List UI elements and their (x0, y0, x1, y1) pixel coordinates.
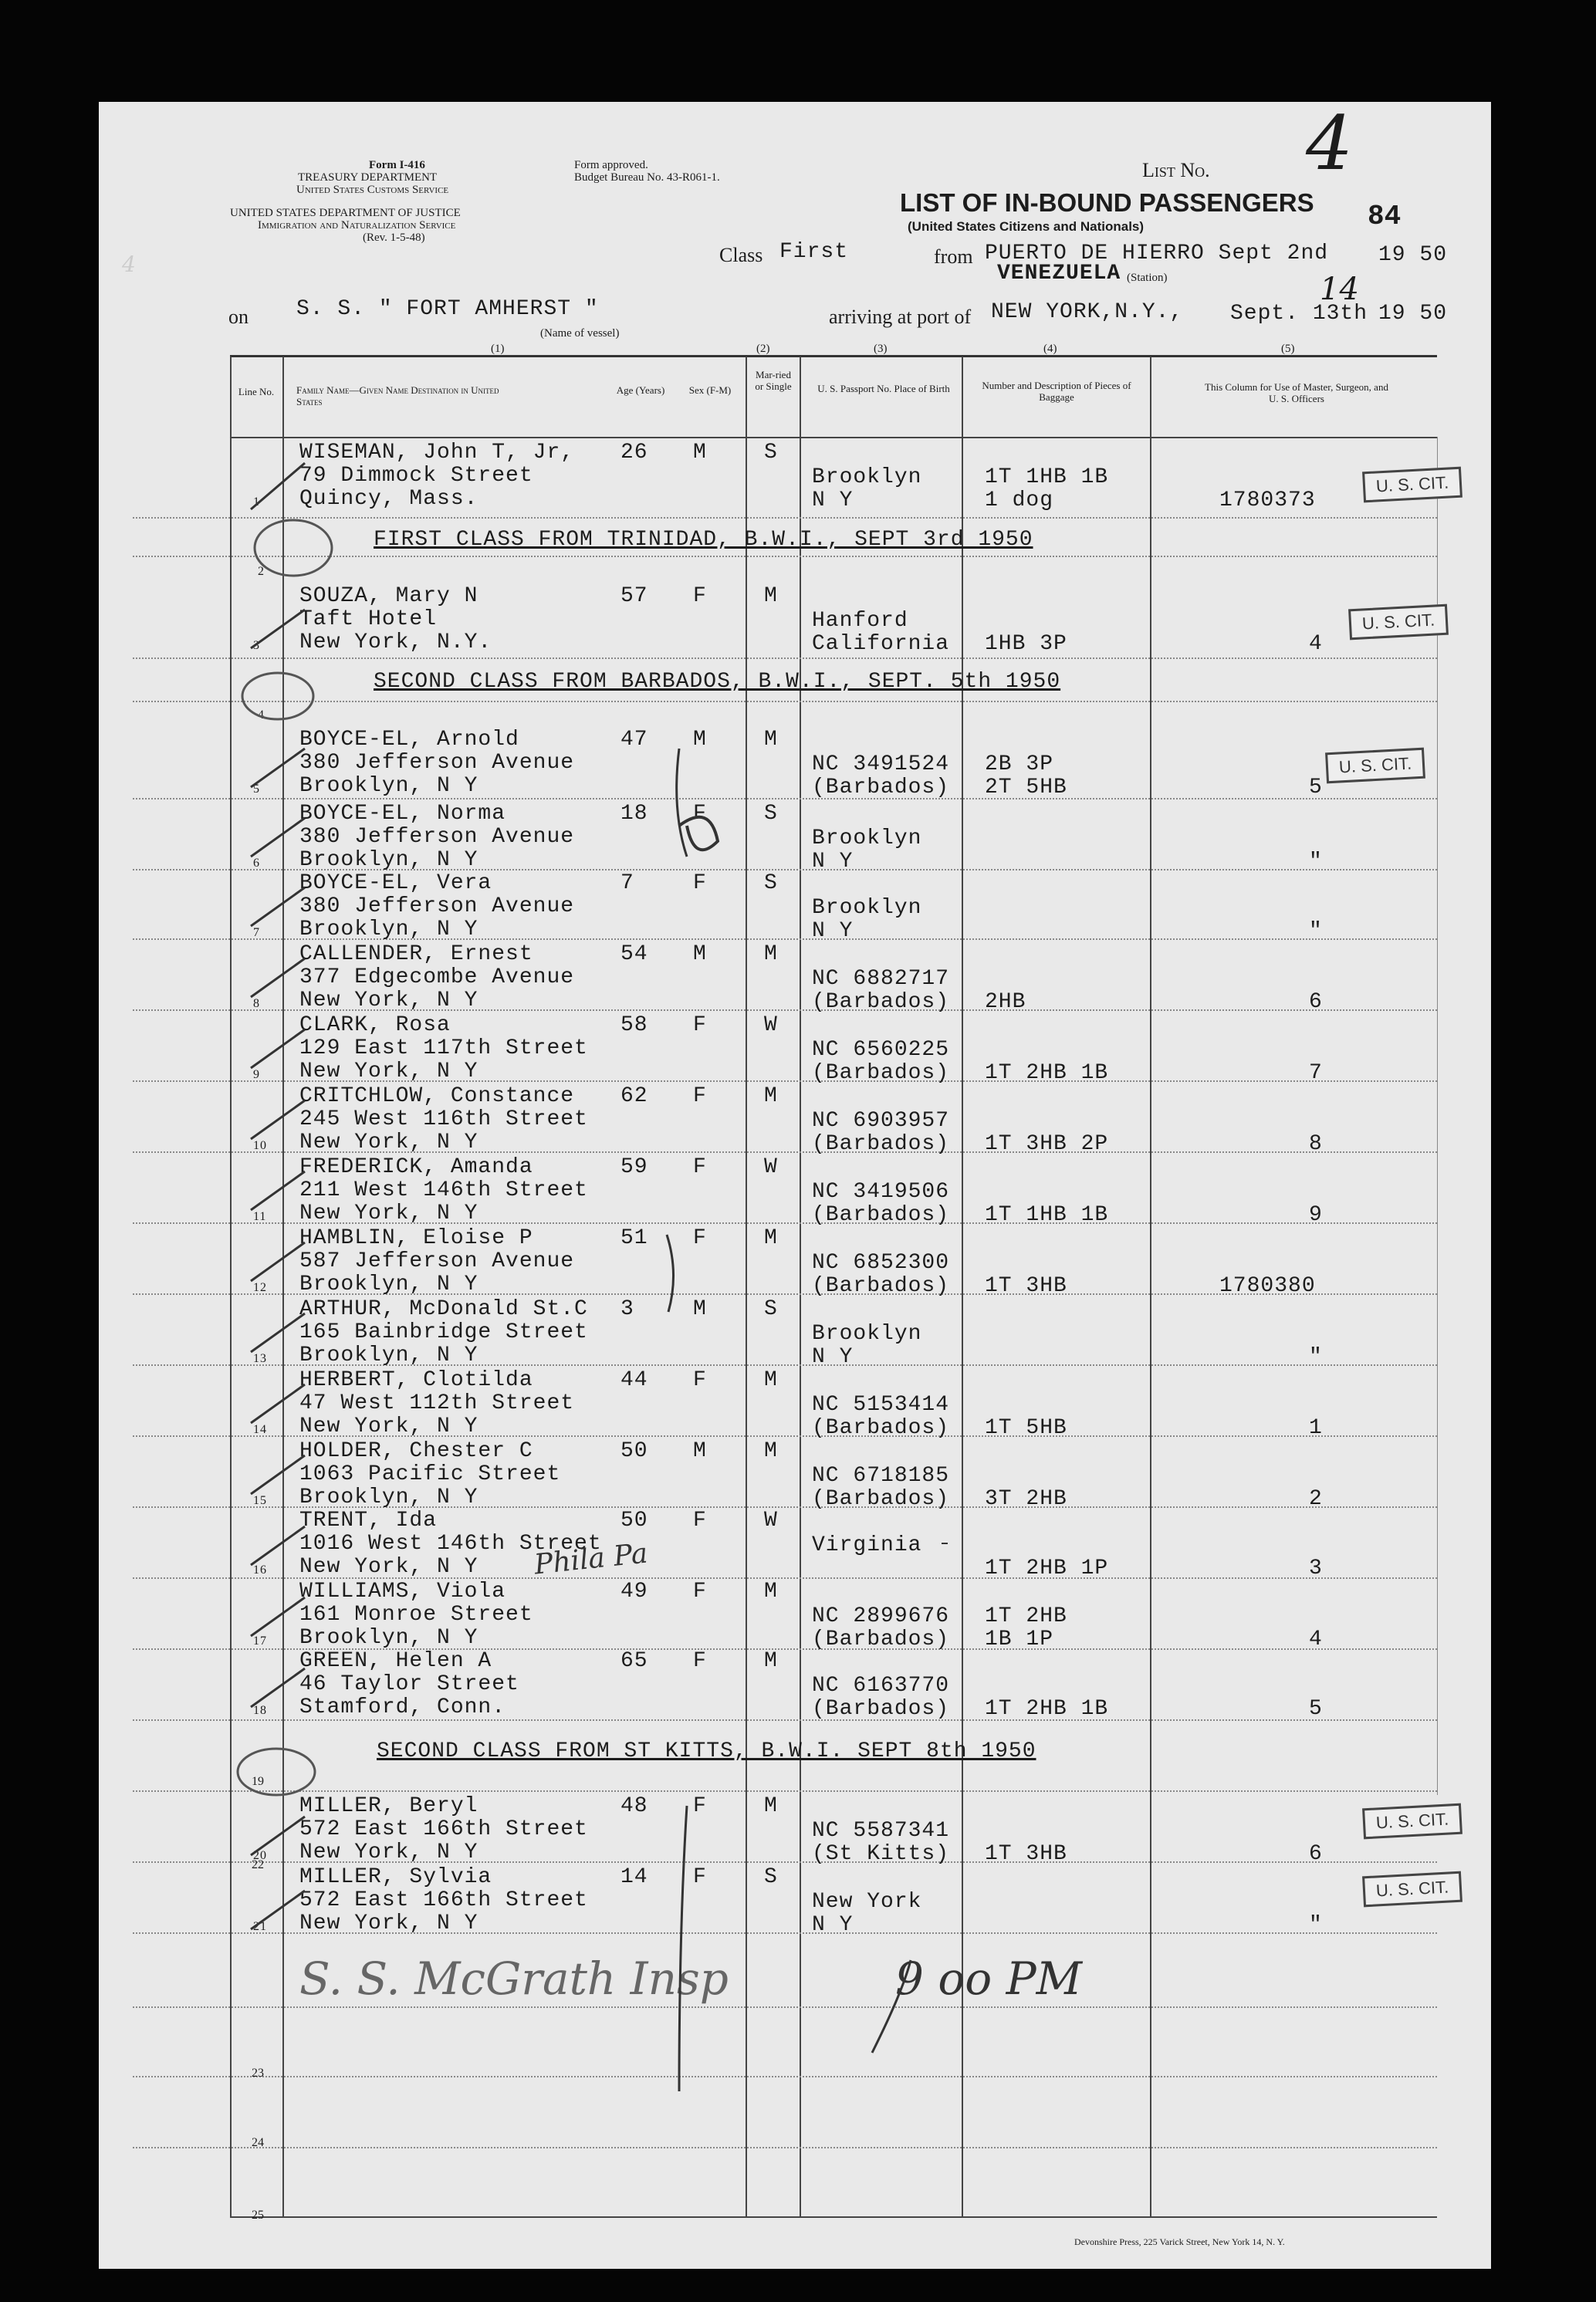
ins-service: Immigration and Naturalization Service (258, 219, 456, 232)
baggage-line2: 1T 2HB 1P (985, 1557, 1109, 1580)
passenger-sex: F (693, 1580, 707, 1604)
passenger-sex: F (693, 1794, 707, 1818)
line-number: 7 (253, 926, 260, 939)
passenger-sex: F (693, 1509, 707, 1533)
passenger-address: 165 Bainbridge Street (299, 1320, 588, 1344)
passport-place: N Y (812, 1913, 854, 1937)
baggage-line2: 1 dog (985, 488, 1054, 512)
row-separator (133, 2076, 1437, 2077)
col-num-2: (2) (756, 343, 770, 355)
officer-column: " (1309, 919, 1323, 943)
passenger-city: Brooklyn, N Y (299, 918, 478, 941)
passenger-city: Brooklyn, N Y (299, 1486, 478, 1509)
passenger-age: 57 (620, 584, 648, 608)
form-number: Form I-416 (369, 159, 425, 171)
col-divider (282, 357, 284, 2216)
officer-column: 8 (1309, 1132, 1323, 1156)
col-divider (746, 357, 747, 2216)
passenger-city: New York, N Y (299, 1555, 478, 1579)
passenger-city: New York, N.Y. (299, 630, 492, 654)
passenger-sex: M (693, 728, 707, 752)
passport-place: N Y (812, 919, 854, 943)
baggage-line2: 1T 3HB 2P (985, 1132, 1109, 1156)
passenger-marital: S (764, 1865, 778, 1889)
list-no-label: List No. (1142, 159, 1210, 181)
section-header-trinidad: FIRST CLASS FROM TRINIDAD, B.W.I., SEPT 3rd 1950 (374, 528, 1033, 552)
officer-column: 1780380 (1219, 1274, 1316, 1298)
passport-or-birthplace: Brooklyn (812, 826, 922, 850)
page-number: 84 (1368, 201, 1402, 232)
passenger-marital: M (764, 942, 778, 966)
passenger-name: CRITCHLOW, Constance (299, 1084, 575, 1108)
table-bottom-border (230, 2216, 1437, 2218)
passenger-city: Stamford, Conn. (299, 1695, 506, 1719)
row-separator (133, 1719, 1437, 1721)
passport-place: N Y (812, 1345, 854, 1369)
officer-column: 2 (1309, 1487, 1323, 1511)
passenger-marital: M (764, 584, 778, 608)
passport-place: (St Kitts) (812, 1842, 950, 1866)
passenger-marital: M (764, 1580, 778, 1604)
passenger-address: 46 Taylor Street (299, 1672, 519, 1696)
passenger-age: 26 (620, 441, 648, 465)
officer-column: 7 (1309, 1061, 1323, 1085)
us-citizen-stamp: U. S. CIT. (1325, 748, 1425, 784)
line-number: 18 (253, 1704, 267, 1717)
passenger-marital: W (764, 1013, 778, 1037)
passenger-sex: F (693, 871, 707, 895)
passenger-city: Brooklyn, N Y (299, 1273, 478, 1296)
passenger-age: 47 (620, 728, 648, 752)
from-label: from (934, 245, 973, 268)
line-number: 5 (253, 783, 260, 796)
line-number: 1 (253, 495, 260, 509)
passenger-marital: W (764, 1509, 778, 1533)
line-number: 11 (253, 1210, 267, 1223)
officer-column: 4 (1309, 632, 1323, 656)
passenger-name: BOYCE-EL, Norma (299, 802, 506, 826)
passenger-city: New York, N Y (299, 1202, 478, 1225)
officer-column: " (1309, 1913, 1323, 1937)
passenger-name: CLARK, Rosa (299, 1013, 451, 1037)
officer-column: 6 (1309, 990, 1323, 1014)
row-separator (133, 657, 1437, 659)
col-num-3: (3) (874, 343, 888, 355)
line-number: 20 (253, 1849, 267, 1862)
passenger-name: WILLIAMS, Viola (299, 1580, 506, 1604)
officer-column: " (1309, 1345, 1323, 1369)
list-no-value: 4 (1306, 100, 1354, 187)
passenger-name: MILLER, Beryl (299, 1794, 478, 1818)
arriving-port: NEW YORK,N.Y., (991, 300, 1184, 324)
table-top-border (230, 355, 1437, 357)
col-divider (1150, 357, 1151, 2216)
col-num-5: (5) (1281, 343, 1295, 355)
passport-place: (Barbados) (812, 1203, 950, 1227)
line-number: 6 (253, 857, 260, 870)
line-number: 13 (253, 1352, 267, 1365)
baggage-line2: 2T 5HB (985, 776, 1067, 799)
passenger-city: Brooklyn, N Y (299, 1626, 478, 1650)
passenger-age: 3 (620, 1297, 634, 1321)
baggage-line2: 3T 2HB (985, 1487, 1067, 1511)
baggage-line2: 1T 2HB 1B (985, 1697, 1109, 1721)
passport-or-birthplace: NC 2899676 (812, 1604, 950, 1628)
passenger-sex: F (693, 584, 707, 608)
baggage-line1: 1T 2HB (985, 1604, 1067, 1628)
passenger-sex: F (693, 1865, 707, 1889)
line-number: 4 (258, 708, 264, 722)
margin-mark: 4 (122, 252, 136, 277)
line-number: 15 (253, 1494, 267, 1507)
passenger-city: Quincy, Mass. (299, 487, 478, 511)
passport-or-birthplace: NC 6882717 (812, 967, 950, 991)
passenger-sex: M (693, 1297, 707, 1321)
passenger-age: 7 (620, 871, 634, 895)
officer-column: 3 (1309, 1557, 1323, 1580)
col-header-married: Mar-ried or Single (755, 369, 792, 392)
baggage-line2: 1T 1HB 1B (985, 1203, 1109, 1227)
col-header-sex: Sex (F-M) (688, 384, 732, 396)
passenger-sex: F (693, 1368, 707, 1392)
passenger-sex: M (693, 1439, 707, 1463)
line-number: 3 (253, 639, 260, 652)
passenger-sex: F (693, 1013, 707, 1037)
passenger-sex: F (693, 1649, 707, 1673)
passport-place: (Barbados) (812, 1061, 950, 1085)
baggage-line2: 1B 1P (985, 1628, 1054, 1651)
officer-column: 5 (1309, 1697, 1323, 1721)
passenger-marital: M (764, 1794, 778, 1818)
customs-service: United States Customs Service (296, 184, 449, 196)
arriving-date: Sept. 13th (1230, 302, 1368, 326)
passport-or-birthplace: New York (812, 1890, 922, 1914)
baggage-line2: 2HB (985, 990, 1026, 1014)
baggage-line2: 1T 5HB (985, 1416, 1067, 1440)
officer-column: 1780373 (1219, 488, 1316, 512)
passenger-age: 59 (620, 1155, 648, 1179)
passenger-marital: M (764, 1439, 778, 1463)
passport-or-birthplace: NC 6163770 (812, 1674, 950, 1698)
from-port: PUERTO DE HIERRO Sept 2nd (985, 242, 1329, 265)
passenger-age: 65 (620, 1649, 648, 1673)
passenger-sex: F (693, 1084, 707, 1108)
passenger-sex: F (693, 1155, 707, 1179)
passenger-name: HERBERT, Clotilda (299, 1368, 533, 1392)
line-number: 8 (253, 997, 260, 1010)
officer-column: 6 (1309, 1842, 1323, 1866)
passenger-city: New York, N Y (299, 1060, 478, 1083)
passenger-age: 51 (620, 1226, 648, 1250)
passenger-sex: M (693, 942, 707, 966)
page-subtitle: (United States Citizens and Nationals) (908, 219, 1145, 234)
printer-footer: Devonshire Press, 225 Varick Street, New York 14, N. Y. (1074, 2236, 1285, 2247)
passenger-address: 1063 Pacific Street (299, 1462, 561, 1486)
line-number: 12 (253, 1281, 267, 1294)
passenger-address: 380 Jefferson Avenue (299, 825, 575, 849)
passenger-address: 161 Monroe Street (299, 1603, 533, 1627)
officer-column: " (1309, 850, 1323, 874)
passport-place: California (812, 632, 950, 656)
passenger-city: New York, N Y (299, 1912, 478, 1935)
row-separator (133, 517, 1437, 519)
baggage-line1: 1T 1HB 1B (985, 465, 1109, 489)
line-number: 21 (253, 1920, 267, 1933)
from-country: VENEZUELA (997, 262, 1121, 286)
passenger-name: BOYCE-EL, Arnold (299, 728, 519, 752)
passenger-name: BOYCE-EL, Vera (299, 871, 492, 895)
line-number: 14 (253, 1423, 267, 1436)
officer-column: 9 (1309, 1203, 1323, 1227)
line-number: 22 (252, 1858, 264, 1871)
passport-place: (Barbados) (812, 1697, 950, 1721)
budget-bureau: Budget Bureau No. 43-R061-1. (574, 171, 720, 184)
arriving-date-correction: 14 (1320, 272, 1359, 307)
us-citizen-stamp: U. S. CIT. (1362, 467, 1462, 503)
passenger-address: 129 East 117th Street (299, 1036, 588, 1060)
passenger-name: FREDERICK, Amanda (299, 1155, 533, 1179)
passenger-sex: F (693, 802, 707, 826)
officer-column: 5 (1309, 776, 1323, 799)
time-note: 9 oo PM (895, 1952, 1083, 2005)
passenger-name: GREEN, Helen A (299, 1649, 492, 1673)
line-number: 25 (252, 2209, 264, 2222)
passenger-marital: W (764, 1155, 778, 1179)
passenger-city: New York, N Y (299, 1131, 478, 1154)
page-title: LIST OF IN-BOUND PASSENGERS (900, 188, 1314, 217)
us-citizen-stamp: U. S. CIT. (1362, 1803, 1462, 1840)
passenger-age: 50 (620, 1439, 648, 1463)
passport-or-birthplace: NC 3491524 (812, 752, 950, 776)
col-header-name: Family Name—Given Name Destination in United States (296, 384, 499, 407)
passenger-address: 572 East 166th Street (299, 1888, 588, 1912)
passenger-age: 48 (620, 1794, 648, 1818)
passenger-age: 50 (620, 1509, 648, 1533)
passenger-address: Taft Hotel (299, 607, 438, 631)
arriving-year: 19 50 (1378, 302, 1448, 326)
baggage-line1: 2B 3P (985, 752, 1054, 776)
inspector-signature: S. S. McGrath Insp (299, 1952, 729, 2005)
treasury-dept: TREASURY DEPARTMENT (298, 171, 438, 184)
passenger-age: 44 (620, 1368, 648, 1392)
class-value: First (779, 240, 849, 264)
passenger-address: 380 Jefferson Avenue (299, 894, 575, 918)
col-divider (962, 357, 963, 2216)
passenger-sex: F (693, 1226, 707, 1250)
passenger-marital: S (764, 871, 778, 895)
passenger-age: 18 (620, 802, 648, 826)
passenger-city: Brooklyn, N Y (299, 848, 478, 872)
header-bottom-border (230, 437, 1437, 438)
line-number: 24 (252, 2136, 264, 2149)
passenger-name: MILLER, Sylvia (299, 1865, 492, 1889)
passenger-marital: S (764, 802, 778, 826)
justice-dept: UNITED STATES DEPARTMENT OF JUSTICE (230, 207, 461, 219)
passport-place: (Barbados) (812, 1487, 950, 1511)
section-header-barbados: SECOND CLASS FROM BARBADOS, B.W.I., SEPT. 5th 1950 (374, 670, 1061, 694)
passport-or-birthplace: Hanford (812, 609, 908, 633)
passenger-address: 1016 West 146th Street (299, 1532, 602, 1556)
baggage-line2: 1T 2HB 1B (985, 1061, 1109, 1085)
passport-or-birthplace: NC 3419506 (812, 1180, 950, 1204)
passenger-name: SOUZA, Mary N (299, 584, 478, 608)
row-separator (133, 2006, 1437, 2008)
col-header-officers: This Column for Use of Master, Surgeon, and U. S. Officers (1205, 381, 1388, 404)
form-approved: Form approved. (574, 159, 648, 171)
line-number: 9 (253, 1068, 260, 1081)
passenger-marital: M (764, 1649, 778, 1673)
vessel-caption: (Name of vessel) (540, 327, 620, 340)
passenger-city: New York, N Y (299, 989, 478, 1012)
passenger-name: HOLDER, Chester C (299, 1439, 533, 1463)
col-header-line-no: Line No. (238, 386, 275, 397)
passport-or-birthplace: NC 5587341 (812, 1819, 950, 1843)
row-separator (133, 1790, 1437, 1792)
passenger-age: 54 (620, 942, 648, 966)
passport-or-birthplace: NC 6560225 (812, 1038, 950, 1062)
col-header-baggage: Number and Description of Pieces of Baggage (982, 380, 1131, 403)
passenger-city: Brooklyn, N Y (299, 1344, 478, 1367)
row-separator (133, 798, 1437, 799)
passenger-name: CALLENDER, Ernest (299, 942, 533, 966)
passport-or-birthplace: NC 6852300 (812, 1251, 950, 1275)
passport-place: (Barbados) (812, 1132, 950, 1156)
row-separator (133, 701, 1437, 702)
col-header-passport: U. S. Passport No. Place of Birth (817, 383, 950, 394)
officer-column: 4 (1309, 1628, 1323, 1651)
passport-place: (Barbados) (812, 1628, 950, 1651)
passport-place: N Y (812, 488, 854, 512)
line-number: 19 (252, 1775, 264, 1788)
line-number: 2 (258, 565, 264, 578)
passport-place: (Barbados) (812, 776, 950, 799)
col-divider (800, 357, 801, 2216)
passport-or-birthplace: Virginia (812, 1533, 922, 1557)
vessel-name: S. S. " FORT AMHERST " (296, 297, 599, 321)
us-citizen-stamp: U. S. CIT. (1348, 604, 1449, 641)
passport-or-birthplace: Brooklyn (812, 465, 922, 489)
class-label: Class (719, 244, 763, 266)
passport-or-birthplace: Brooklyn (812, 1322, 922, 1346)
col-divider (1437, 437, 1438, 1795)
passenger-marital: M (764, 1226, 778, 1250)
passport-or-birthplace: NC 5153414 (812, 1393, 950, 1417)
passenger-marital: S (764, 441, 778, 465)
passenger-address: 245 West 116th Street (299, 1107, 588, 1131)
passport-place: N Y (812, 850, 854, 874)
passenger-marital: S (764, 1297, 778, 1321)
passenger-address: 380 Jefferson Avenue (299, 751, 575, 775)
passport-or-birthplace: NC 6718185 (812, 1464, 950, 1488)
line-number: 17 (253, 1634, 267, 1648)
passenger-city: New York, N Y (299, 1415, 478, 1438)
baggage-line2: 1T 3HB (985, 1842, 1067, 1866)
arriving-label: arriving at port of (829, 306, 972, 328)
passenger-city: Brooklyn, N Y (299, 774, 478, 798)
col-header-age: Age (Years) (616, 384, 665, 396)
passenger-age: 14 (620, 1865, 648, 1889)
passenger-age: 49 (620, 1580, 648, 1604)
passenger-age: 62 (620, 1084, 648, 1108)
station-caption: (Station) (1127, 272, 1168, 284)
officer-column: 1 (1309, 1416, 1323, 1440)
passenger-name: WISEMAN, John T, Jr, (299, 441, 575, 465)
passenger-address: 47 West 112th Street (299, 1391, 575, 1415)
baggage-line2: 1T 3HB (985, 1274, 1067, 1298)
row-separator (133, 2147, 1437, 2148)
trent-correction: Phila Pa (533, 1537, 650, 1581)
us-citizen-stamp: U. S. CIT. (1362, 1871, 1462, 1908)
col-num-1: (1) (491, 343, 505, 355)
on-label: on (228, 306, 249, 328)
col-divider (230, 357, 232, 2216)
row-separator (133, 556, 1437, 557)
passport-or-birthplace: Brooklyn (812, 896, 922, 920)
from-year: 19 50 (1378, 243, 1448, 267)
passenger-address: 211 West 146th Street (299, 1178, 588, 1202)
passenger-age: 58 (620, 1013, 648, 1037)
line-number: 10 (253, 1139, 267, 1152)
passenger-marital: M (764, 728, 778, 752)
line-number: 16 (253, 1563, 267, 1577)
passenger-address: 377 Edgecombe Avenue (299, 965, 575, 989)
passport-place: (Barbados) (812, 1416, 950, 1440)
revision: (Rev. 1-5-48) (363, 232, 425, 244)
passenger-name: TRENT, Ida (299, 1509, 438, 1533)
passenger-name: ARTHUR, McDonald St.C (299, 1297, 588, 1321)
line-number: 23 (252, 2067, 264, 2080)
passenger-name: HAMBLIN, Eloise P (299, 1226, 533, 1250)
col-num-4: (4) (1043, 343, 1057, 355)
passenger-marital: M (764, 1368, 778, 1392)
passenger-address: 587 Jefferson Avenue (299, 1249, 575, 1273)
passport-place: (Barbados) (812, 990, 950, 1014)
passenger-address: 572 East 166th Street (299, 1817, 588, 1841)
baggage-line2: 1HB 3P (985, 632, 1067, 656)
passenger-sex: M (693, 441, 707, 465)
section-header-st-kitts: SECOND CLASS FROM ST KITTS, B.W.I. SEPT 8th 1950 (377, 1739, 1036, 1763)
passenger-address: 79 Dimmock Street (299, 464, 533, 488)
passport-or-birthplace: NC 6903957 (812, 1109, 950, 1133)
passenger-marital: M (764, 1084, 778, 1108)
passport-place: (Barbados) (812, 1274, 950, 1298)
passenger-city: New York, N Y (299, 1841, 478, 1864)
